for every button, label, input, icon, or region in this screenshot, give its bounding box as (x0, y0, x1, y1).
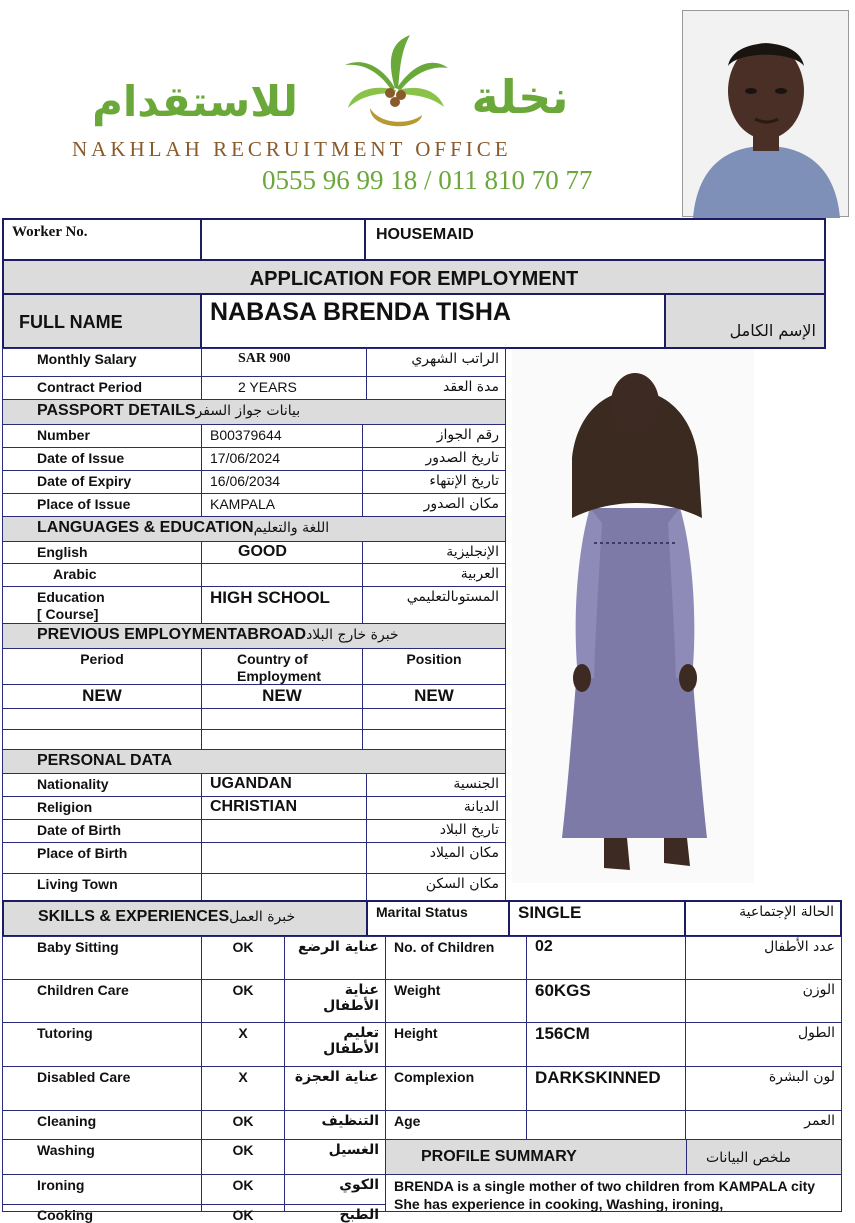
passport-number-value: B00379644 (201, 424, 363, 448)
skills-title: SKILLS & EXPERIENCES (38, 908, 230, 925)
tutoring-label: Tutoring (2, 1022, 202, 1067)
date-of-birth-label: Date of Birth (2, 819, 202, 843)
children-count-label: No. of Children (385, 936, 527, 980)
nationality-label: Nationality (2, 773, 202, 797)
logo-arabic-left: للاستقدام (92, 77, 298, 126)
full-name-value: NABASA BRENDA TISHA (200, 293, 666, 349)
skills-title-arabic: خبرة العمل (229, 909, 296, 925)
profile-summary-title-arabic: ملخص البيانات (686, 1139, 842, 1175)
children-care-value: OK (201, 979, 285, 1023)
disabled-care-arabic: عناية العجزة (284, 1066, 386, 1111)
full-name-arabic: الإسم الكامل (664, 293, 826, 349)
ironing-label: Ironing (2, 1174, 202, 1205)
age-arabic: العمر (685, 1110, 842, 1140)
passport-title: PASSPORT DETAILS (37, 402, 196, 419)
prev-empty-cell (362, 729, 506, 750)
ironing-value: OK (201, 1174, 285, 1205)
date-of-expiry-arabic: تاريخ الإنتهاء (362, 470, 506, 494)
education-arabic: المستوىالتعليمي (362, 586, 506, 624)
contract-label: Contract Period (2, 376, 202, 400)
complexion-label: Complexion (385, 1066, 527, 1111)
form-title: APPLICATION FOR EMPLOYMENT (2, 259, 826, 295)
washing-arabic: الغسيل (284, 1139, 386, 1175)
religion-value: CHRISTIAN (201, 796, 367, 820)
education-label (2, 586, 202, 624)
living-town-arabic: مكان السكن (366, 873, 506, 901)
disabled-care-value: X (201, 1066, 285, 1111)
marital-status-label: Marital Status (366, 900, 510, 937)
washing-value: OK (201, 1139, 285, 1175)
arabic-language-label: Arabic (2, 563, 202, 587)
washing-label: Washing (2, 1139, 202, 1175)
cooking-value: OK (201, 1204, 285, 1212)
marital-status-value: SINGLE (508, 900, 686, 937)
religion-arabic: الديانة (366, 796, 506, 820)
children-care-label: Children Care (2, 979, 202, 1023)
contract-arabic: مدة العقد (366, 376, 506, 400)
cooking-label: Cooking (2, 1204, 202, 1212)
education-label-line1: Education (37, 589, 105, 605)
passport-section-title (2, 399, 506, 425)
religion-label: Religion (2, 796, 202, 820)
english-arabic: الإنجليزية (362, 541, 506, 564)
date-of-issue-value: 17/06/2024 (201, 447, 363, 471)
complexion-arabic: لون البشرة (685, 1066, 842, 1111)
profile-summary-text: BRENDA is a single mother of two children from KAMPALA city She has experience in cooking, Washing, ironing, (385, 1174, 842, 1212)
logo-english-name: NAKHLAH RECRUITMENT OFFICE (72, 137, 512, 161)
cleaning-label: Cleaning (2, 1110, 202, 1140)
date-of-birth-value (201, 819, 367, 843)
tutoring-arabic: تعليم الأطفال (284, 1022, 386, 1067)
education-label-line2: [ Course] (37, 606, 99, 622)
salary-arabic: الراتب الشهري (366, 348, 506, 377)
baby-sitting-value: OK (201, 936, 285, 980)
arabic-language-arabic: العربية (362, 563, 506, 587)
logo-arabic-right: نخلة (471, 70, 569, 124)
prev-period-value: NEW (2, 684, 202, 709)
passport-title-arabic: بيانات جواز السفر (195, 403, 301, 419)
full-name-label: FULL NAME (2, 293, 202, 349)
personal-data-title: PERSONAL DATA (2, 749, 506, 774)
height-label: Height (385, 1022, 527, 1067)
headshot-photo (682, 10, 849, 217)
prev-empty-cell (2, 729, 202, 750)
height-value: 156CM (526, 1022, 686, 1067)
contract-value: 2 YEARS (201, 376, 367, 400)
age-value (526, 1110, 686, 1140)
worker-no-value (200, 218, 366, 261)
nationality-arabic: الجنسية (366, 773, 506, 797)
children-care-arabic: عناية الأطفال (284, 979, 386, 1023)
place-of-birth-label: Place of Birth (2, 842, 202, 874)
languages-title: LANGUAGES & EDUCATION (37, 519, 254, 536)
place-of-issue-value: KAMPALA (201, 493, 363, 517)
position-value: HOUSEMAID (364, 218, 826, 261)
previous-title-arabic: خبرة خارج البلاد (306, 627, 399, 643)
date-of-birth-arabic: تاريخ البلاد (366, 819, 506, 843)
weight-label: Weight (385, 979, 527, 1023)
cooking-arabic: الطبخ (284, 1204, 386, 1212)
full-body-photo (512, 348, 754, 883)
prev-empty-cell (2, 708, 202, 730)
english-label: English (2, 541, 202, 564)
country-header: Country of Employment (201, 648, 363, 685)
tutoring-value: X (201, 1022, 285, 1067)
passport-number-label: Number (2, 424, 202, 448)
passport-number-arabic: رقم الجواز (362, 424, 506, 448)
children-count-arabic: عدد الأطفال (685, 936, 842, 980)
place-of-issue-label: Place of Issue (2, 493, 202, 517)
arabic-language-value (201, 563, 363, 587)
baby-sitting-label: Baby Sitting (2, 936, 202, 980)
nationality-value: UGANDAN (201, 773, 367, 797)
cleaning-value: OK (201, 1110, 285, 1140)
english-value: GOOD (201, 541, 363, 564)
skills-section-title (2, 900, 386, 937)
disabled-care-label: Disabled Care (2, 1066, 202, 1111)
prev-empty-cell (201, 729, 363, 750)
prev-empty-cell (201, 708, 363, 730)
prev-position-value: NEW (362, 684, 506, 709)
salary-label: Monthly Salary (2, 348, 202, 377)
cleaning-arabic: التنظيف (284, 1110, 386, 1140)
weight-arabic: الوزن (685, 979, 842, 1023)
prev-empty-cell (362, 708, 506, 730)
date-of-expiry-value: 16/06/2034 (201, 470, 363, 494)
profile-summary-title: PROFILE SUMMARY (385, 1139, 687, 1175)
date-of-issue-arabic: تاريخ الصدور (362, 447, 506, 471)
weight-value: 60KGS (526, 979, 686, 1023)
languages-section-title (2, 516, 506, 542)
prev-country-value: NEW (201, 684, 363, 709)
palm-tree-icon (340, 33, 450, 133)
previous-title: PREVIOUS EMPLOYMENTABROAD (37, 626, 307, 643)
date-of-expiry-label: Date of Expiry (2, 470, 202, 494)
logo-phone-numbers: 0555 96 99 18 / 011 810 70 77 (262, 165, 593, 195)
baby-sitting-arabic: عناية الرضع (284, 936, 386, 980)
place-of-birth-value (201, 842, 367, 874)
languages-title-arabic: اللغة والتعليم (253, 520, 330, 536)
complexion-value: DARKSKINNED (526, 1066, 686, 1111)
position-header: Position (362, 648, 506, 685)
height-arabic: الطول (685, 1022, 842, 1067)
previous-employment-section-title (2, 623, 506, 649)
period-header: Period (2, 648, 202, 685)
children-count-value: 02 (526, 936, 686, 980)
company-logo (60, 25, 660, 205)
age-label: Age (385, 1110, 527, 1140)
ironing-arabic: الكوي (284, 1174, 386, 1205)
salary-value: SAR 900 (201, 348, 367, 377)
education-value: HIGH SCHOOL (201, 586, 363, 624)
place-of-issue-arabic: مكان الصدور (362, 493, 506, 517)
living-town-label: Living Town (2, 873, 202, 901)
living-town-value (201, 873, 367, 901)
worker-no-label: Worker No. (2, 218, 202, 261)
place-of-birth-arabic: مكان الميلاد (366, 842, 506, 874)
marital-status-arabic: الحالة الإجتماعية (684, 900, 842, 937)
date-of-issue-label: Date of Issue (2, 447, 202, 471)
